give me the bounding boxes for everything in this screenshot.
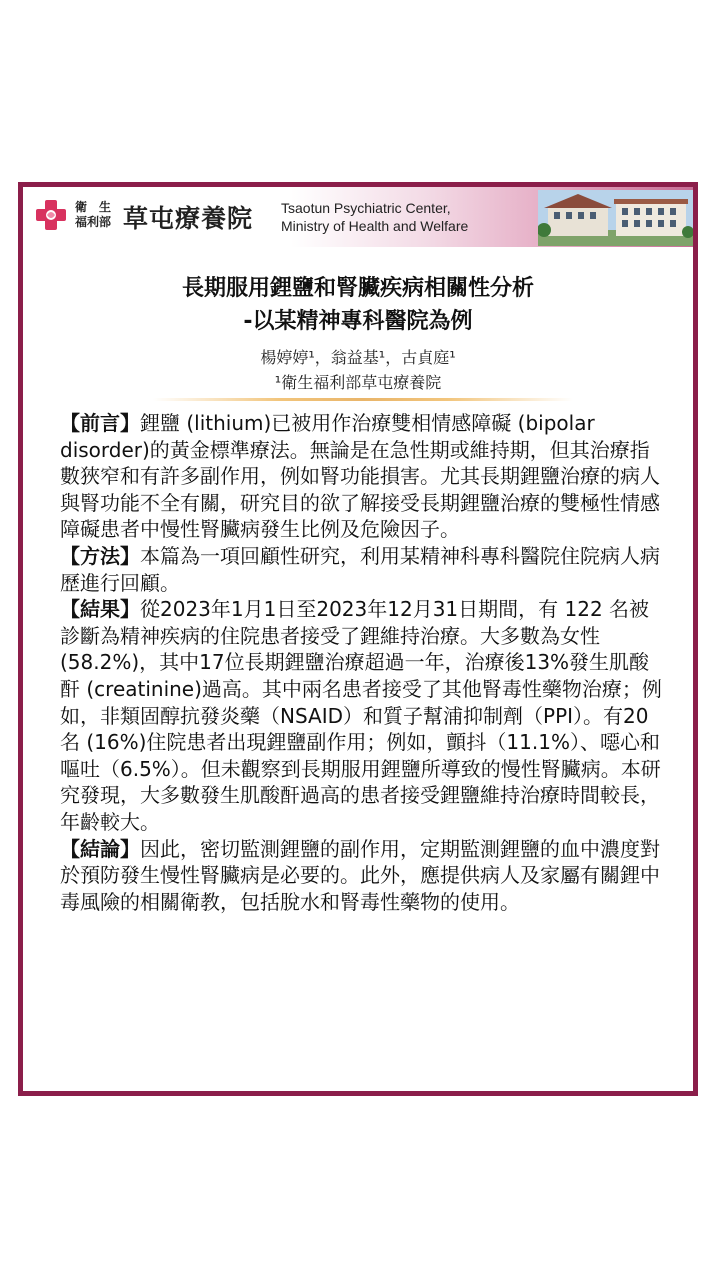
- authors: 楊婷婷¹，翁益基¹，古貞庭¹: [260, 348, 456, 367]
- hospital-english-name: [281, 199, 468, 235]
- intro-paragraph: [60, 410, 665, 543]
- results-paragraph: [60, 596, 665, 835]
- methods-paragraph: [60, 543, 665, 596]
- conclusion-text: 因此，密切監測鋰鹽的副作用，定期監測鋰鹽的血中濃度對於預防發生慢性腎臟病是必要的。此外，應提供病人及家屬有關鋰中毒風險的相關衛教，包括脫水和腎毒性藥物的使用。: [60, 836, 660, 914]
- intro-text: 鋰鹽 (lithium)已被用作治療雙相情感障礙 (bipolar disorder)的黃金標準療法。無論是在急性期或維持期，但其治療指數狹窄和有許多副作用，例如腎功能損害。尤其長期鋰鹽治療的病人與腎功能不全有關，研究目的欲了解接受長期鋰鹽治療的雙極性情感障礙患者中慢性腎臟病發生比例及危險因子。: [60, 411, 660, 542]
- ministry-line1: 衛 生: [75, 200, 112, 214]
- english-name-line1: Tsaotun Psychiatric Center,: [281, 200, 451, 216]
- affiliation: ¹衛生福利部草屯療養院: [274, 373, 442, 392]
- english-name-line2: Ministry of Health and Welfare: [281, 218, 469, 234]
- ministry-small-label: [75, 200, 111, 230]
- header-banner: [23, 187, 693, 247]
- abstract-body: [60, 410, 665, 915]
- conclusion-paragraph: [60, 836, 665, 916]
- intro-label: 【前言】: [60, 411, 140, 435]
- results-label: 【結果】: [60, 597, 140, 622]
- hospital-name: 草屯療養院: [123, 204, 254, 233]
- ministry-line2: 福利部: [75, 215, 112, 229]
- hospital-logo-icon: [33, 197, 69, 233]
- poster-title-line1: 長期服用鋰鹽和腎臟疾病相關性分析: [181, 276, 534, 301]
- conclusion-label: 【結論】: [60, 836, 140, 861]
- methods-text: 本篇為一項回顧性研究，利用某精神科專科醫院住院病人病歷進行回顧。: [60, 543, 660, 595]
- building-photo-icon: [538, 190, 693, 246]
- results-text: 從2023年1月1日至2023年12月31日期間，有 122 名被診斷為精神疾病的住院患者接受了鋰維持治療。大多數為女性 (58.2%)，其中17位長期鋰鹽治療超過一年，治療後13%發生肌酸酐 (creatinine)過高。其中兩名患者接受了其他腎毒性藥物治療；例如，非類固醇抗發炎藥（NSAID）和質子幫浦抑制劑（PPI）。有20名 (16%)住院患者出現鋰鹽副作用；例如，顫抖（11.1%）、噁心和嘔吐（6.5%）。但未觀察到長期服用鋰鹽所導致的慢性腎臟病。本研究發現，大多數發生肌酸酐過高的患者接受鋰鹽維持治療時間較長，年齡較大。: [60, 597, 662, 834]
- divider-rule: [153, 398, 573, 401]
- poster-frame: [18, 182, 698, 1096]
- methods-label: 【方法】: [60, 543, 140, 568]
- poster-title-line2: -以某精神專科醫院為例: [243, 309, 473, 334]
